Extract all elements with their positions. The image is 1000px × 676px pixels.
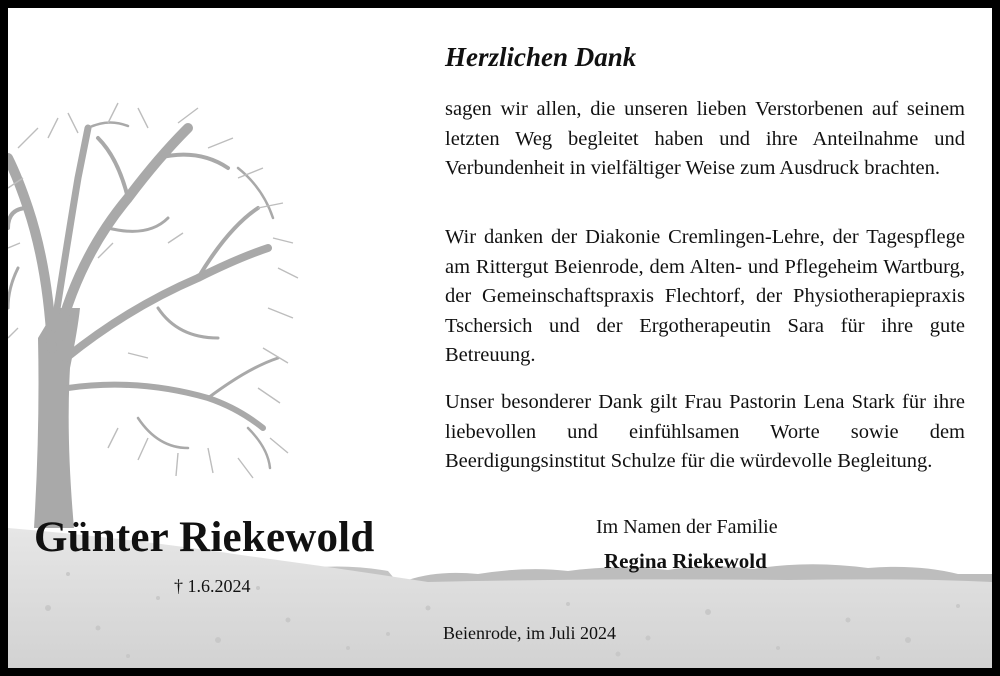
thanks-paragraph-3: Unser besonderer Dank gilt Frau Pastorin Lena Stark für ihre liebevollen und einfühlsamen Worte sowie dem Beerdigungsinstitut Schulze für die würdevolle Begleitung. (445, 391, 965, 472)
thanks-paragraph-1: sagen wir allen, die unseren lieben Verstorbenen auf seinem letzten Weg begleitet haben und ihre Anteilnahme und Verbundenheit in vielfältiger Weise zum Ausdruck brachten. (445, 98, 965, 179)
thanks-paragraph-2: Wir danken der Diakonie Cremlingen-Lehre, der Tagespflege am Rittergut Beienrode, dem Alten- und Pflegeheim Wartburg, der Gemeinschaftspraxis Flechtorf, der Physiotherapiepraxis Tschersich und der Ergotherapeutin Sara für ihre gute Betreuung. (445, 226, 965, 366)
deceased-name: Günter Riekewold (34, 514, 375, 561)
family-line: Im Namen der Familie (596, 516, 778, 538)
thanks-title: Herzlichen Dank (445, 42, 637, 72)
death-date: † 1.6.2024 (174, 576, 251, 596)
signer-name: Regina Riekewold (604, 549, 767, 573)
place-date: Beienrode, im Juli 2024 (443, 623, 616, 643)
